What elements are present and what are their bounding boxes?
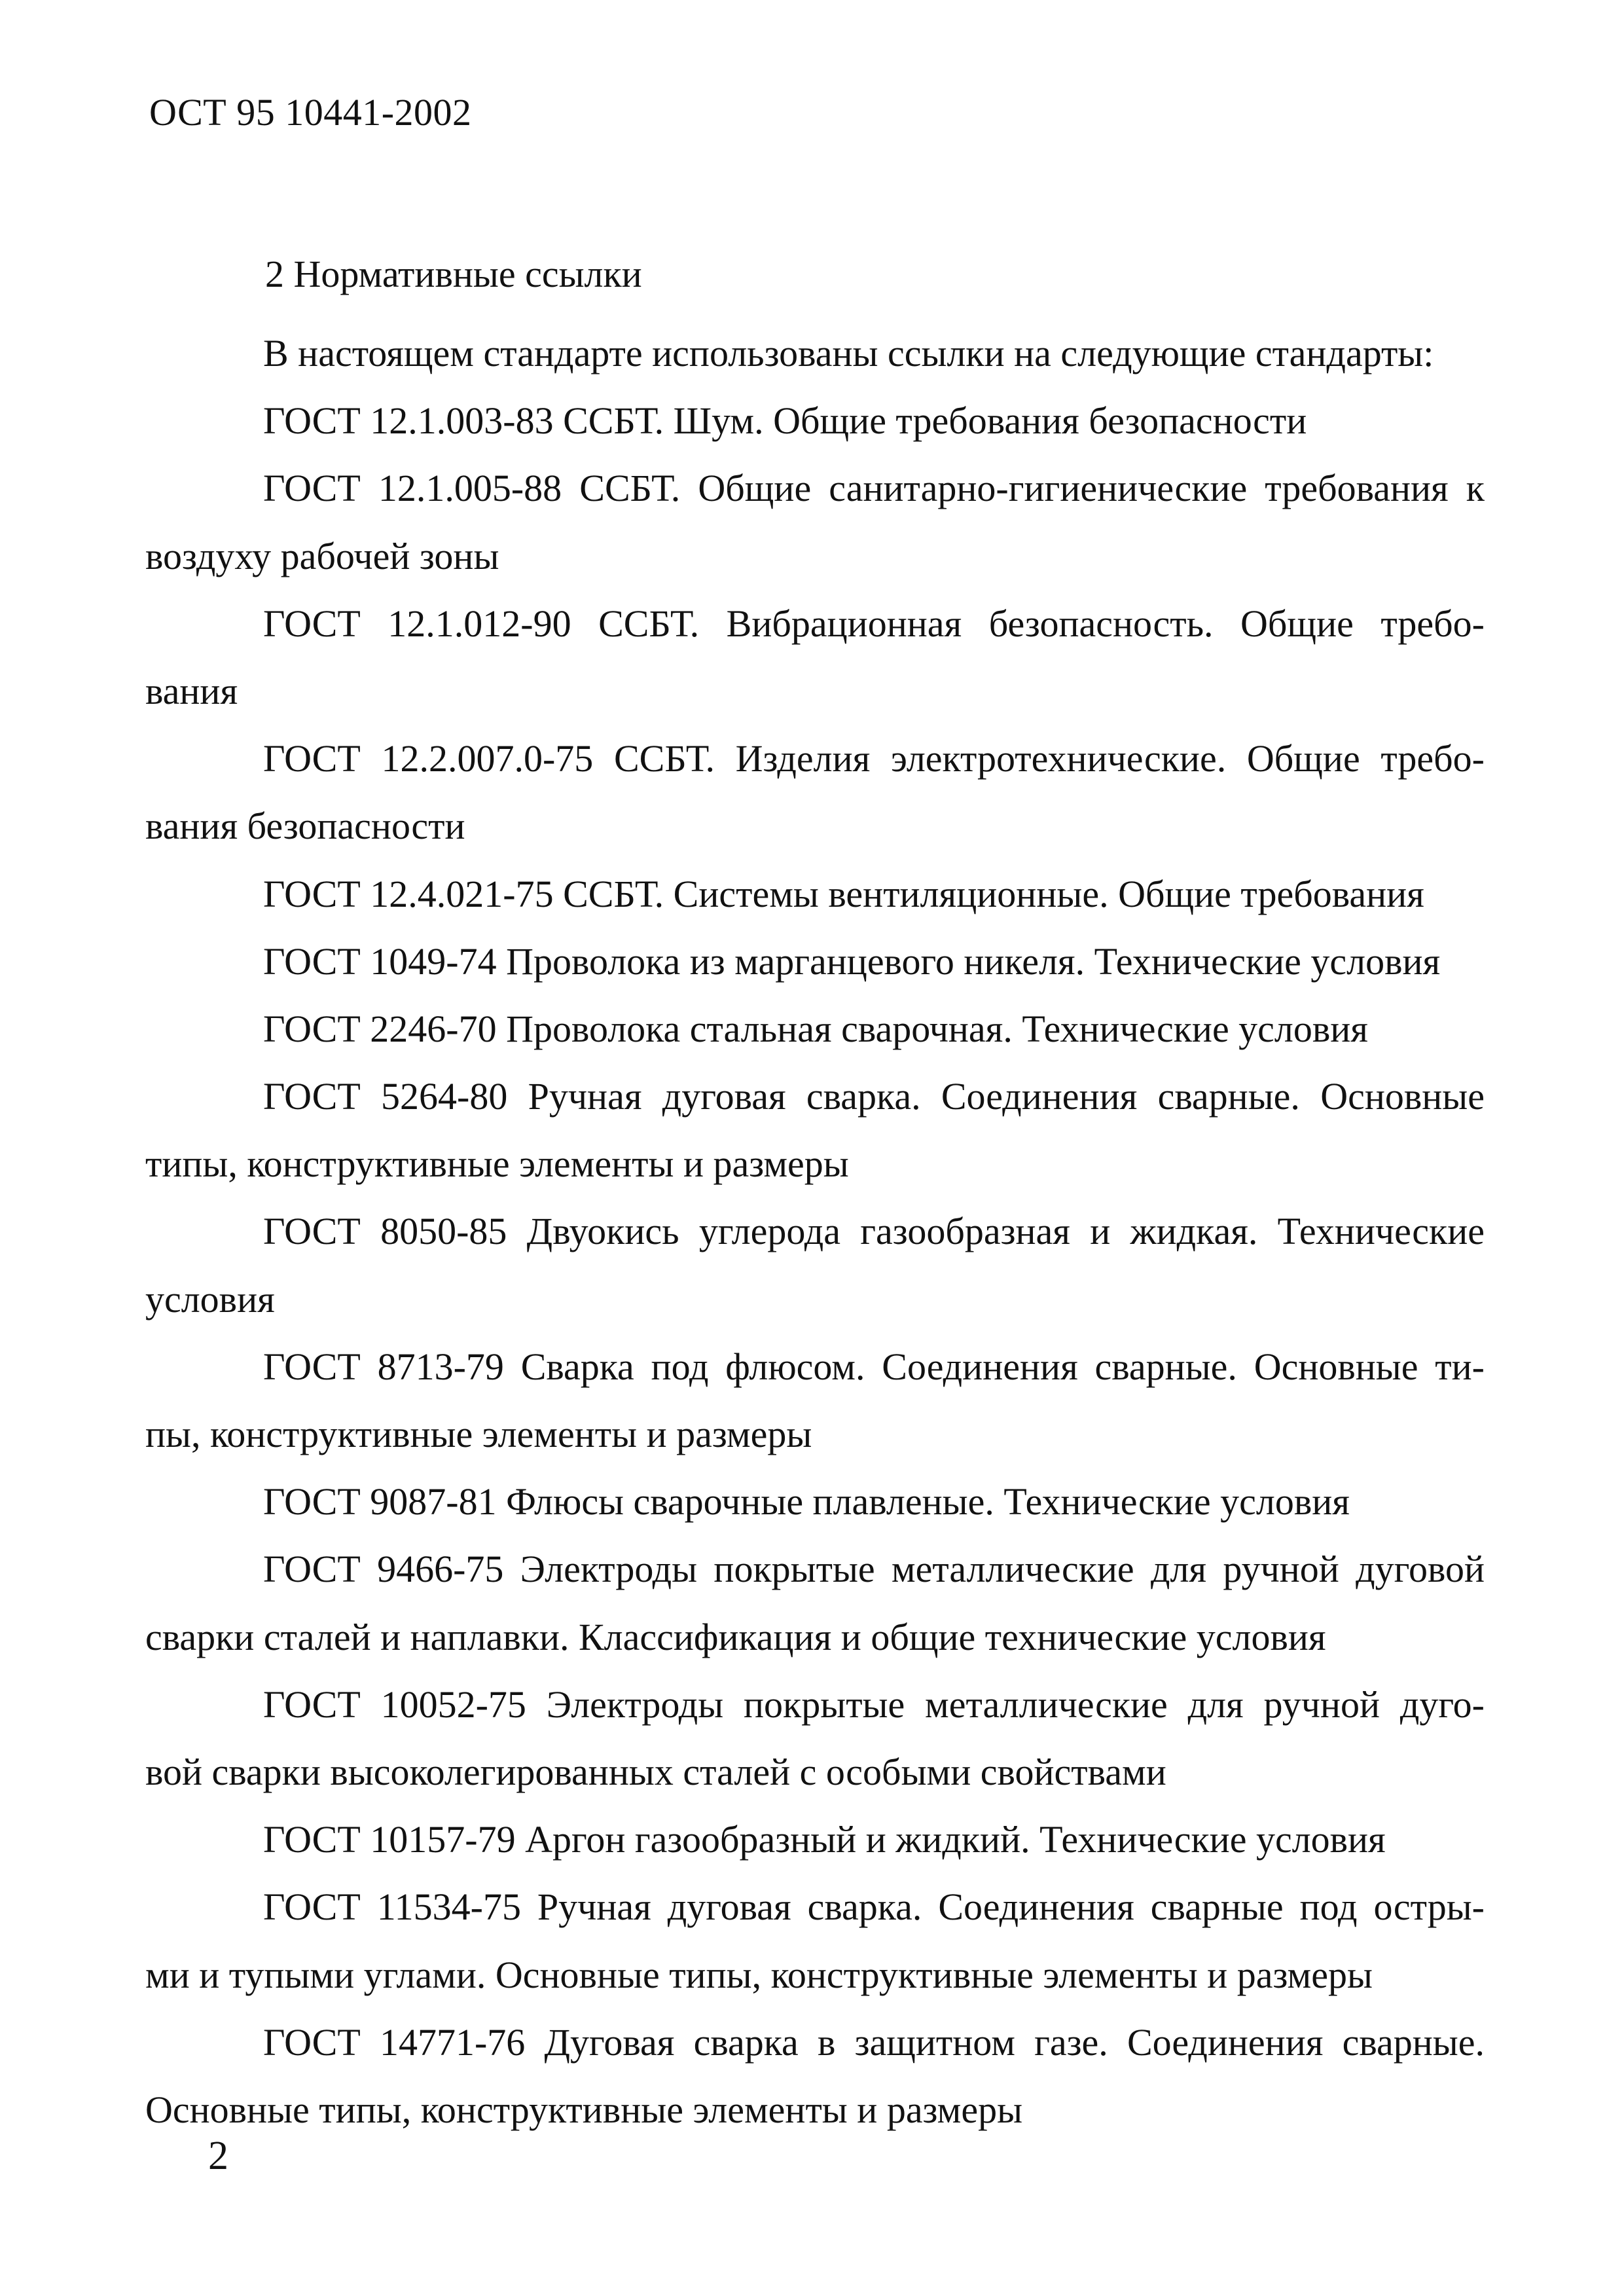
reference-continuation: вой сварки высоколегированных сталей с особыми свойствами [145, 1750, 1166, 1793]
reference-line: ГОСТ 12.1.012-90 ССБТ. Вибрационная безопасность. Общие требо- [263, 602, 1485, 645]
reference-continuation: вания безопасности [145, 805, 465, 848]
reference-line: ГОСТ 12.1.003-83 ССБТ. Шум. Общие требования безопасности [263, 399, 1307, 443]
reference-line: ГОСТ 14771-76 Дуговая сварка в защитном газе. Соединения сварные. [263, 2020, 1485, 2064]
reference-line: ГОСТ 12.2.007.0-75 ССБТ. Изделия электротехнические. Общие требо- [263, 737, 1485, 780]
reference-line: ГОСТ 12.1.005-88 ССБТ. Общие санитарно-гигиенические требования к [263, 467, 1485, 510]
page-number: 2 [208, 2134, 228, 2178]
reference-continuation: пы, конструктивные элементы и размеры [145, 1413, 812, 1455]
document-code: ОСТ 95 10441-2002 [149, 91, 472, 134]
intro-line: В настоящем стандарте использованы ссылки на следующие стандарты: [263, 332, 1434, 374]
references-list [145, 319, 1485, 2143]
reference-line: ГОСТ 8050-85 Двуокись углерода газообразная и жидкая. Технические [263, 1210, 1485, 1253]
reference-line: ГОСТ 11534-75 Ручная дуговая сварка. Соединения сварные под остры- [263, 1886, 1485, 1929]
section-title: 2 Нормативные ссылки [265, 253, 642, 295]
reference-line: ГОСТ 10157-79 Аргон газообразный и жидкий. Технические условия [263, 1818, 1386, 1861]
reference-line: ГОСТ 5264-80 Ручная дуговая сварка. Соединения сварные. Основные [263, 1075, 1485, 1118]
reference-continuation: вания [145, 669, 238, 712]
reference-line: ГОСТ 12.4.021-75 ССБТ. Системы вентиляционные. Общие требования [263, 872, 1424, 915]
reference-line: ГОСТ 10052-75 Электроды покрытые металлические для ручной дуго- [263, 1683, 1485, 1726]
reference-continuation: условия [145, 1277, 275, 1321]
reference-continuation: типы, конструктивные элементы и размеры [145, 1142, 849, 1186]
reference-line: ГОСТ 2246-70 Проволока стальная сварочная. Технические условия [263, 1007, 1368, 1050]
reference-continuation: Основные типы, конструктивные элементы и размеры [145, 2088, 1023, 2131]
reference-continuation: ми и тупыми углами. Основные типы, конструктивные элементы и размеры [145, 1953, 1373, 1996]
reference-continuation: сварки сталей и наплавки. Классификация и общие технические условия [145, 1615, 1326, 1658]
reference-line: ГОСТ 9466-75 Электроды покрытые металлические для ручной дуговой [263, 1548, 1485, 1591]
reference-line: ГОСТ 8713-79 Сварка под флюсом. Соединения сварные. Основные ти- [263, 1345, 1485, 1388]
reference-line: ГОСТ 9087-81 Флюсы сварочные плавленые. Технические условия [263, 1480, 1350, 1523]
reference-continuation: воздуху рабочей зоны [145, 534, 499, 577]
reference-line: ГОСТ 1049-74 Проволока из марганцевого никеля. Технические условия [263, 939, 1441, 983]
